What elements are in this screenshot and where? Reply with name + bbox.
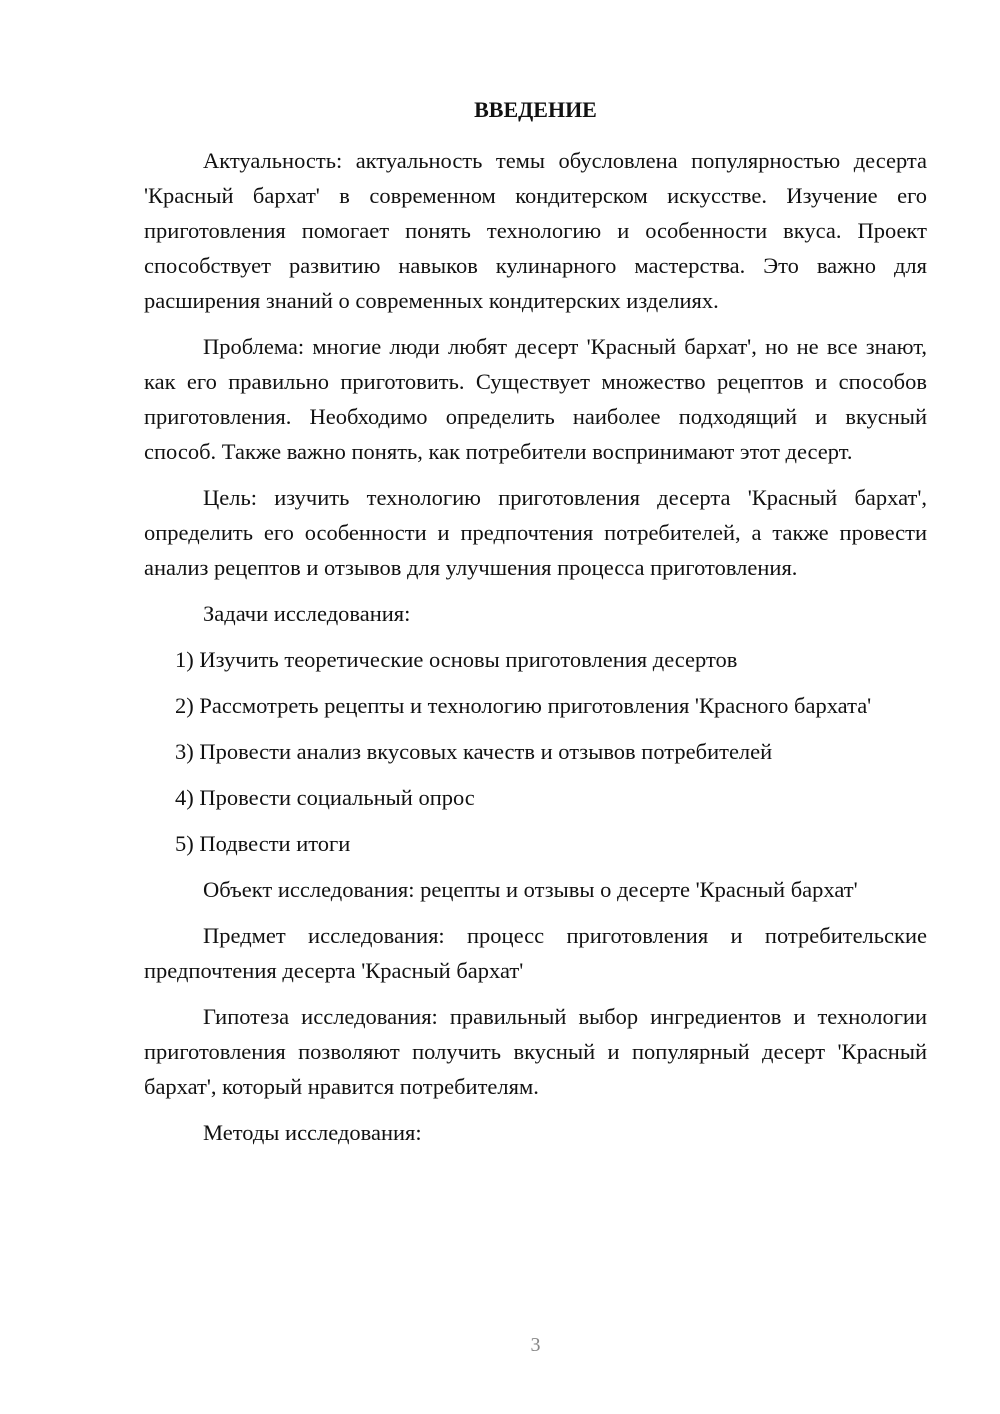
task-item-2: 2) Рассмотреть рецепты и технологию приготовления 'Красного бархата' (175, 693, 872, 718)
task-item-3: 3) Провести анализ вкусовых качеств и отзывов потребителей (175, 739, 773, 764)
hypothesis-paragraph: Гипотеза исследования: правильный выбор ингредиентов и технологии приготовления позволяют получить вкусный и популярный десерт 'Красный бархат', который нравится потребителям. (144, 1004, 927, 1099)
document-page (144, 0, 927, 1414)
task-item-1: 1) Изучить теоретические основы приготовления десертов (175, 647, 738, 672)
relevance-paragraph: Актуальность: актуальность темы обусловлена популярностью десерта 'Красный бархат' в современном кондитерском искусстве. Изучение его приготовления помогает понять технологию и особенности вкуса. Проект способствует развитию навыков кулинарного мастерства. Это важно для расширения знаний о современных кондитерских изделиях. (144, 148, 927, 313)
page-number: 3 (530, 1334, 541, 1356)
task-item-4: 4) Провести социальный опрос (175, 785, 475, 810)
tasks-title: Задачи исследования: (203, 601, 411, 626)
task-item-5: 5) Подвести итоги (175, 831, 351, 856)
section-heading: ВВЕДЕНИЕ (474, 97, 597, 122)
goal-paragraph: Цель: изучить технологию приготовления десерта 'Красный бархат', определить его особенности и предпочтения потребителей, а также провести анализ рецептов и отзывов для улучшения процесса приготовления. (144, 485, 927, 580)
document-body (144, 143, 927, 1150)
methods-paragraph: Методы исследования: (203, 1120, 422, 1145)
object-paragraph: Объект исследования: рецепты и отзывы о десерте 'Красный бархат' (203, 877, 858, 902)
subject-paragraph: Предмет исследования: процесс приготовления и потребительские предпочтения десерта 'Красный бархат' (144, 923, 927, 983)
problem-paragraph: Проблема: многие люди любят десерт 'Красный бархат', но не все знают, как его правильно приготовить. Существует множество рецептов и способов приготовления. Необходимо определить наиболее подходящий и вкусный способ. Также важно понять, как потребители воспринимают этот десерт. (144, 334, 927, 464)
